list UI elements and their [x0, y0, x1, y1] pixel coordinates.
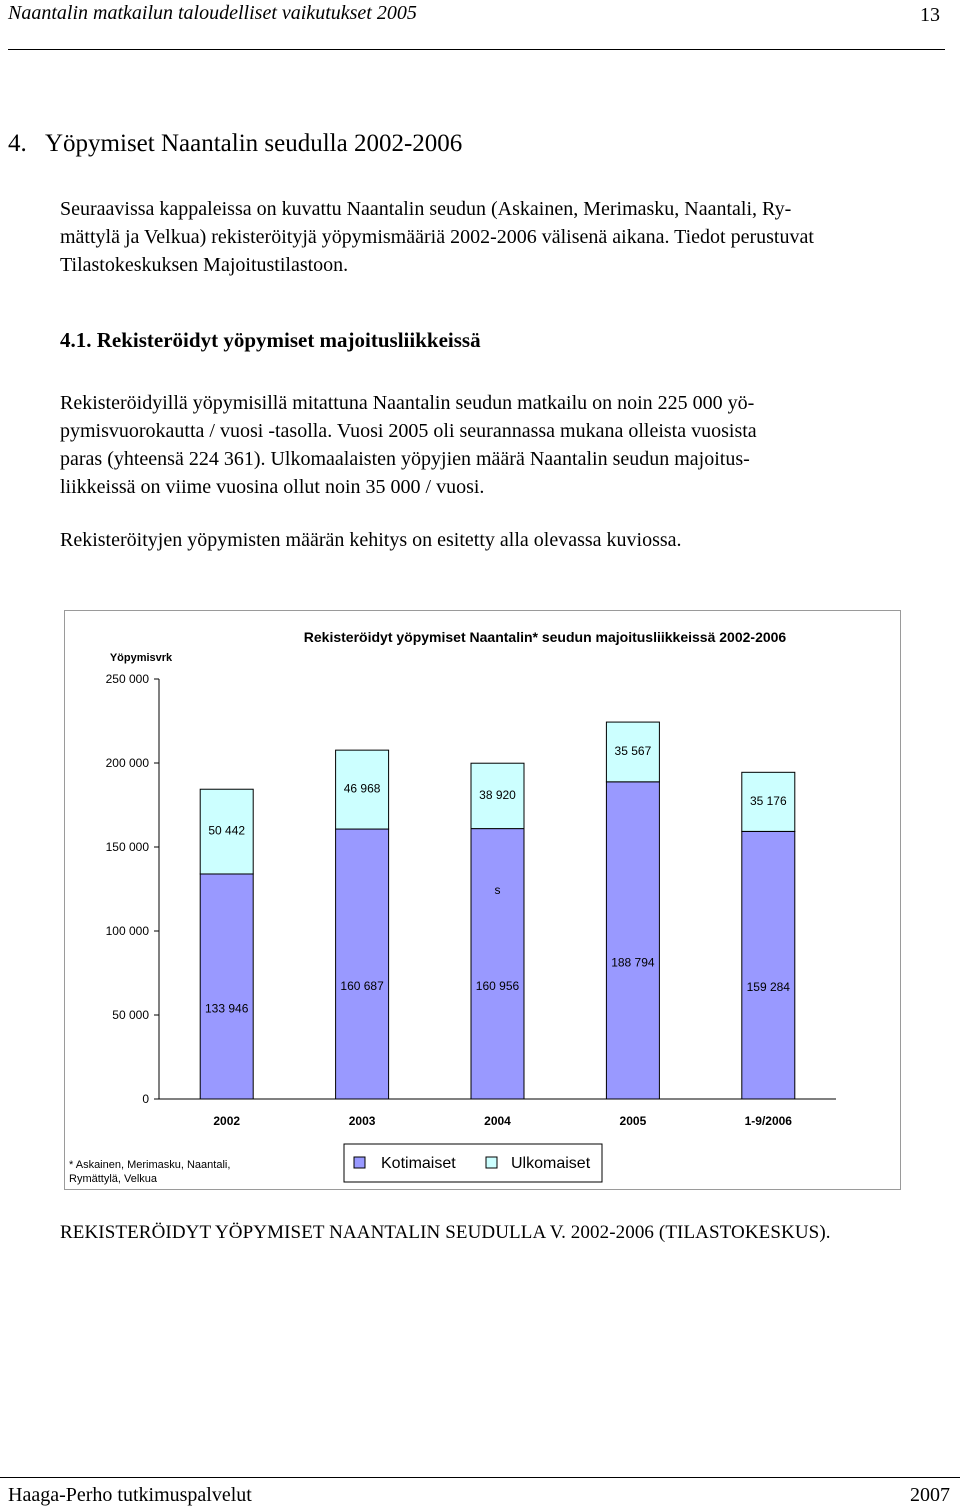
section-number: 4. — [8, 130, 27, 157]
data-label-ulkomaiset: 50 442 — [208, 823, 246, 838]
legend-swatch-kotimaiset — [354, 1157, 365, 1168]
data-label-kotimaiset: 188 794 — [611, 955, 655, 970]
header-rule — [8, 49, 945, 50]
chart-frame — [64, 610, 901, 1190]
intro-paragraph — [60, 195, 950, 279]
data-label-ulkomaiset: 38 920 — [479, 787, 516, 802]
body-paragraph — [60, 389, 950, 501]
bar-kotimaiset — [336, 829, 389, 1099]
x-tick-label: 2003 — [348, 1114, 376, 1128]
data-label-ulkomaiset: 46 968 — [343, 781, 381, 796]
data-label-ulkomaiset: 35 176 — [749, 793, 787, 808]
x-tick-label: 2004 — [484, 1114, 511, 1128]
chart-intro-sentence: Rekisteröityjen yöpymisten määrän kehitys on esitetty alla olevassa kuviossa. — [60, 529, 682, 551]
body-line: pymisvuorokautta / vuosi -tasolla. Vuosi 2005 oli seurannassa mukana olleista vuosista — [60, 420, 757, 442]
page-number: 13 — [920, 4, 940, 26]
y-tick-label: 50 000 — [112, 1008, 149, 1022]
chart-title: Rekisteröidyt yöpymiset Naantalin* seudun majoitusliikkeissä 2002-2006 — [303, 629, 787, 645]
chart-footnote-line: * Askainen, Merimasku, Naantali, — [69, 1159, 231, 1171]
data-label-kotimaiset: 159 284 — [746, 980, 790, 995]
data-label-kotimaiset: 160 687 — [340, 979, 384, 994]
bar-kotimaiset — [471, 829, 524, 1099]
intro-line: mättylä ja Velkua) rekisteröityjä yöpymismääriä 2002-2006 välisenä aikana. Tiedot perustuvat — [60, 226, 814, 248]
y-tick-label: 200 000 — [105, 756, 149, 770]
subsection-heading: 4.1. Rekisteröidyt yöpymiset majoitusliikkeissä — [60, 328, 481, 352]
stacked-bar-chart — [65, 611, 900, 1189]
x-tick-label: 1-9/2006 — [744, 1114, 792, 1128]
intro-line: Tilastokeskuksen Majoitustilastoon. — [60, 254, 349, 276]
data-label-kotimaiset: 160 956 — [475, 978, 520, 993]
bar-kotimaiset — [200, 874, 253, 1099]
footer-year: 2007 — [910, 1484, 950, 1506]
body-line: liikkeissä on viime vuosina ollut noin 35 000 / vuosi. — [60, 476, 485, 498]
y-tick-label: 250 000 — [105, 672, 149, 686]
chart-footnote-line: Rymättylä, Velkua — [69, 1173, 158, 1185]
x-tick-label: 2005 — [619, 1114, 647, 1128]
legend-label-kotimaiset: Kotimaiset — [381, 1155, 456, 1172]
data-label-ulkomaiset: 35 567 — [614, 743, 652, 758]
figure-caption: REKISTERÖIDYT YÖPYMISET NAANTALIN SEUDULLA V. 2002-2006 (TILASTOKESKUS). — [60, 1222, 831, 1243]
legend-label-ulkomaiset: Ulkomaiset — [511, 1155, 591, 1172]
running-header-title: Naantalin matkailun taloudelliset vaikutukset 2005 — [8, 2, 417, 24]
footer-rule — [0, 1477, 960, 1478]
intro-line: Seuraavissa kappaleissa on kuvattu Naantalin seudun (Askainen, Merimasku, Naantali, Ry- — [60, 198, 792, 220]
y-tick-label: 150 000 — [105, 840, 149, 854]
section-heading — [8, 130, 462, 158]
bar-kotimaiset — [742, 831, 795, 1099]
body-line: Rekisteröidyillä yöpymisillä mitattuna Naantalin seudun matkailu on noin 225 000 yö- — [60, 392, 755, 414]
y-tick-label: 100 000 — [105, 924, 149, 938]
data-label-kotimaiset: 133 946 — [205, 1001, 249, 1016]
bar-kotimaiset — [606, 782, 659, 1099]
stray-data-label: s — [494, 883, 501, 897]
legend-swatch-ulkomaiset — [486, 1157, 497, 1168]
footer-publisher: Haaga-Perho tutkimuspalvelut — [8, 1484, 252, 1506]
body-line: paras (yhteensä 224 361). Ulkomaalaisten yöpyjien määrä Naantalin seudun majoitus- — [60, 448, 750, 470]
section-title: Yöpymiset Naantalin seudulla 2002-2006 — [45, 130, 463, 157]
y-tick-label: 0 — [142, 1092, 149, 1106]
x-tick-label: 2002 — [213, 1114, 241, 1128]
y-axis-label: Yöpymisvrk — [109, 652, 173, 664]
